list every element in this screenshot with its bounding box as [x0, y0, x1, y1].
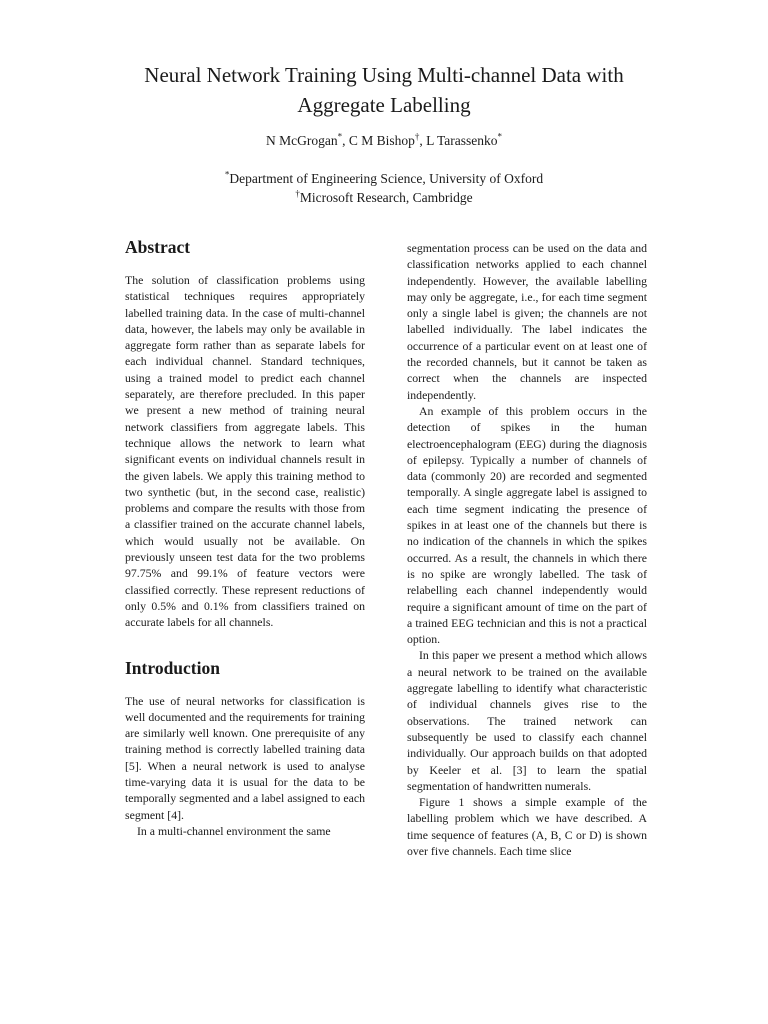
paragraph: An example of this problem occurs in the detection of spikes in the human electroencephalogram (EEG) during the diagnosis of epilepsy. Typically a number of channels of data (commonly 20) are recorded and segmented temporally. A single aggregate label is assigned to each time segment indicating the presence of spikes in at least one of the channels but there is no indication of the channels in which the spikes occurred. As a result, the channels in which there is no spike are wrongly labelled. The task of relabelling each channel independently would require a significant amount of time on the part of a trained EEG technician and this is not a practical option. — [407, 403, 647, 647]
paragraph: In this paper we present a method which allows a neural network to be trained on the available aggregate labelling to identify what characteristic of individual channels gives rise to the observations. The trained network can subsequently be used to classify each channel individually. Our approach builds on that adopted by Keeler et al. [3] to learn the spatial segmentation of handwritten numerals. — [407, 648, 647, 793]
affiliation-mark: † — [295, 188, 300, 199]
abstract-text: The solution of classification problems using statistical techniques requires appropriately labelled training data. In the case of multi-channel data, however, the labels may only be available in aggregate form rather than as separate labels for each individual channel. Standard techniques, using a trained model to predict each channel separately, are therefore precluded. In this paper we present a new method of training neural network classifiers from aggregate labels. This technique allows the network to learn what significant events on individual channels result in the given labels. We apply this training method to two synthetic (but, in the second case, realistic) problems and compare the results with those from a classifier trained on the accurate channel labels, which would usually not be available. On previously unseen test data for the two problems 97.75% and 99.1% of feature vectors were classified correctly. These represent reductions of only 0.5% and 0.1% from classifiers trained on accurate labels for all channels. — [125, 273, 365, 630]
affiliation-text: Microsoft Research, Cambridge — [299, 190, 473, 205]
left-column — [125, 236, 365, 839]
affiliation-mark: * — [337, 131, 343, 142]
affiliation — [0, 188, 768, 207]
author-name: N McGrogan — [265, 133, 338, 148]
paragraph: In a multi-channel environment the same — [137, 823, 331, 838]
author-name: C M Bishop — [348, 133, 415, 148]
paper-title: Neural Network Training Using Multi-channel Data with Aggregate Labelling — [144, 63, 624, 117]
author-name: L Tarassenko — [426, 133, 498, 148]
paragraph: The use of neural networks for classification is well documented and the requirements for training are similarly well known. One prerequisite of any training method is correctly labelled training data [5]. When a neural network is used to analyse time-varying data it is usual for the data to be temporally segmented and a label assigned to each segment [4]. — [125, 693, 365, 822]
introduction-heading: Introduction — [125, 657, 220, 678]
affiliation-text: Department of Engineering Science, University of Oxford — [229, 171, 544, 186]
paragraph: segmentation process can be used on the data and classification networks applied to each channel independently. However, the available labelling may only be aggregate, i.e., for each time segment only a single label is given; the channels are not labelled individually. The label indicates the occurrence of a particular event on at least one of the recorded channels, but it cannot be taken as correct when the channels are inspected independently. — [407, 241, 647, 402]
abstract-heading: Abstract — [125, 237, 191, 257]
right-column — [407, 240, 647, 859]
affiliation-mark: * — [224, 169, 230, 180]
author-list: N McGrogan*, C M Bishop†, L Tarassenko* — [265, 131, 503, 148]
affiliation-mark: † — [414, 131, 420, 142]
affiliation — [0, 169, 768, 188]
paragraph: Figure 1 shows a simple example of the labelling problem which we have described. A time sequence of features (A, B, C or D) is shown over five channels. Each time slice — [407, 795, 647, 858]
affiliation-mark: * — [497, 131, 503, 142]
affiliations — [0, 169, 768, 207]
